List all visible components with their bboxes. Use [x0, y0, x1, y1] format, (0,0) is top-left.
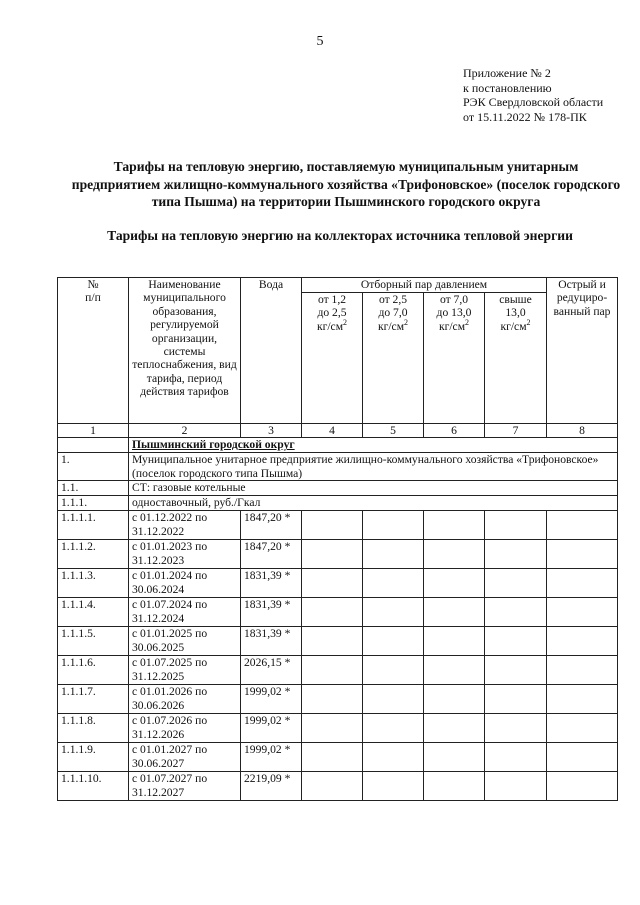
row-period: с 01.07.2027 по 31.12.2027: [129, 772, 241, 801]
system-row: [58, 481, 618, 496]
row-empty-cell: [547, 511, 618, 540]
column-number: 4: [302, 424, 363, 438]
organization-row: [58, 453, 618, 481]
row-empty-cell: [485, 656, 547, 685]
column-number-row: [58, 424, 618, 438]
row-water-value: 1999,02 *: [241, 685, 302, 714]
row-num: 1.1.1.2.: [58, 540, 129, 569]
row-empty-cell: [302, 598, 363, 627]
row-empty-cell: [485, 772, 547, 801]
row-water-value: 1847,20 *: [241, 511, 302, 540]
row-water-value: 1999,02 *: [241, 714, 302, 743]
row-empty-cell: [363, 540, 424, 569]
row-empty-cell: [547, 656, 618, 685]
row-empty-cell: [485, 714, 547, 743]
row-empty-cell: [363, 627, 424, 656]
row-empty-cell: [424, 569, 485, 598]
row-empty-cell: [485, 743, 547, 772]
region-num-cell: [58, 438, 129, 453]
table-row: [58, 627, 618, 656]
document-title: Тарифы на тепловую энергию, поставляемую муниципальным унитарным предприятием жилищно-коммунального хозяйства «Трифоновское» (поселок городского типа Пышма) на территории Пышминского городского округа: [71, 159, 621, 210]
row-empty-cell: [485, 685, 547, 714]
appendix-line: РЭК Свердловской области: [463, 95, 604, 109]
header-steam-group: Отборный пар давлением: [302, 278, 547, 293]
row-num: 1.1.1.6.: [58, 656, 129, 685]
organization-name: Муниципальное унитарное предприятие жилищно-коммунального хозяйства «Трифоновское» (поселок городского типа Пышма): [129, 453, 618, 481]
row-water-value: 2026,15 *: [241, 656, 302, 685]
row-empty-cell: [363, 743, 424, 772]
row-period: с 01.01.2026 по 30.06.2026: [129, 685, 241, 714]
row-empty-cell: [424, 598, 485, 627]
row-empty-cell: [424, 540, 485, 569]
table-row: [58, 598, 618, 627]
column-number: 3: [241, 424, 302, 438]
header-steam-4: свыше 13,0 $кг/см^2$: [485, 293, 547, 424]
row-period: с 01.07.2026 по 31.12.2026: [129, 714, 241, 743]
document-subtitle: Тарифы на тепловую энергию на коллекторах источника тепловой энергии: [107, 228, 573, 243]
tariff-table: [57, 277, 618, 801]
row-empty-cell: [302, 627, 363, 656]
tariff-type-num: 1.1.1.: [58, 496, 129, 511]
row-empty-cell: [363, 511, 424, 540]
region-name: Пышминский городской округ: [129, 438, 618, 453]
row-empty-cell: [485, 598, 547, 627]
header-name: Наименование муниципального образования, регулируемой организации, системы теплоснабжения, вид тарифа, период действия тарифов: [129, 278, 241, 424]
row-water-value: 2219,09 *: [241, 772, 302, 801]
row-period: с 01.07.2024 по 31.12.2024: [129, 598, 241, 627]
row-num: 1.1.1.1.: [58, 511, 129, 540]
row-period: с 01.01.2024 по 30.06.2024: [129, 569, 241, 598]
row-empty-cell: [424, 627, 485, 656]
row-num: 1.1.1.8.: [58, 714, 129, 743]
row-empty-cell: [485, 540, 547, 569]
row-num: 1.1.1.3.: [58, 569, 129, 598]
row-empty-cell: [302, 714, 363, 743]
row-empty-cell: [547, 540, 618, 569]
header-steam-1: от 1,2 до 2,5 $кг/см^2$: [302, 293, 363, 424]
row-water-value: 1847,20 *: [241, 540, 302, 569]
column-number: 6: [424, 424, 485, 438]
row-empty-cell: [424, 714, 485, 743]
row-empty-cell: [424, 511, 485, 540]
row-period: с 01.01.2023 по 31.12.2023: [129, 540, 241, 569]
table-row: [58, 772, 618, 801]
system-num: 1.1.: [58, 481, 129, 496]
row-empty-cell: [302, 511, 363, 540]
row-empty-cell: [363, 569, 424, 598]
row-num: 1.1.1.4.: [58, 598, 129, 627]
row-empty-cell: [363, 656, 424, 685]
row-water-value: 1831,39 *: [241, 627, 302, 656]
table-row: [58, 540, 618, 569]
header-steam-3: от 7,0 до 13,0 $кг/см^2$: [424, 293, 485, 424]
row-num: 1.1.1.5.: [58, 627, 129, 656]
row-empty-cell: [302, 772, 363, 801]
row-num: 1.1.1.9.: [58, 743, 129, 772]
appendix-block: [463, 66, 603, 124]
row-period: с 01.07.2025 по 31.12.2025: [129, 656, 241, 685]
column-number: 8: [547, 424, 618, 438]
appendix-line: от 15.11.2022 № 178-ПК: [463, 109, 587, 124]
row-period: с 01.01.2027 по 30.06.2027: [129, 743, 241, 772]
organization-num: 1.: [58, 453, 129, 481]
header-water: Вода: [241, 278, 302, 424]
row-num: 1.1.1.10.: [58, 772, 129, 801]
row-empty-cell: [302, 656, 363, 685]
row-empty-cell: [424, 656, 485, 685]
row-empty-cell: [363, 598, 424, 627]
page-number: 5: [316, 34, 324, 49]
row-empty-cell: [424, 685, 485, 714]
tariff-type-row: [58, 496, 618, 511]
row-water-value: 1831,39 *: [241, 598, 302, 627]
row-empty-cell: [547, 598, 618, 627]
table-row: [58, 743, 618, 772]
system-name: СТ: газовые котельные: [129, 481, 618, 496]
row-empty-cell: [547, 569, 618, 598]
row-empty-cell: [302, 685, 363, 714]
appendix-line: Приложение № 2: [463, 66, 551, 80]
table-row: [58, 656, 618, 685]
table-row: [58, 511, 618, 540]
row-period: с 01.12.2022 по 31.12.2022: [129, 511, 241, 540]
row-empty-cell: [547, 714, 618, 743]
row-empty-cell: [485, 569, 547, 598]
table-row: [58, 685, 618, 714]
column-number: 5: [363, 424, 424, 438]
row-water-value: 1999,02 *: [241, 743, 302, 772]
header-steam-2: от 2,5 до 7,0 $кг/см^2$: [363, 293, 424, 424]
row-num: 1.1.1.7.: [58, 685, 129, 714]
table-row: [58, 714, 618, 743]
row-empty-cell: [485, 511, 547, 540]
row-empty-cell: [302, 540, 363, 569]
row-period: с 01.01.2025 по 30.06.2025: [129, 627, 241, 656]
row-empty-cell: [547, 743, 618, 772]
column-number: 1: [58, 424, 129, 438]
table-row: [58, 569, 618, 598]
column-number: 7: [485, 424, 547, 438]
row-empty-cell: [485, 627, 547, 656]
row-empty-cell: [547, 685, 618, 714]
row-empty-cell: [363, 772, 424, 801]
appendix-line: к постановлению: [463, 80, 552, 95]
row-empty-cell: [547, 772, 618, 801]
region-row: [58, 438, 618, 453]
header-sharp-steam: Острый и редуциро-ванный пар: [547, 278, 618, 424]
row-empty-cell: [363, 714, 424, 743]
row-empty-cell: [424, 743, 485, 772]
row-empty-cell: [547, 627, 618, 656]
tariff-type-name: одноставочный, руб./Гкал: [129, 496, 618, 511]
column-number: 2: [129, 424, 241, 438]
header-num: № п/п: [58, 278, 129, 424]
row-empty-cell: [302, 743, 363, 772]
row-empty-cell: [424, 772, 485, 801]
row-water-value: 1831,39 *: [241, 569, 302, 598]
row-empty-cell: [302, 569, 363, 598]
row-empty-cell: [363, 685, 424, 714]
